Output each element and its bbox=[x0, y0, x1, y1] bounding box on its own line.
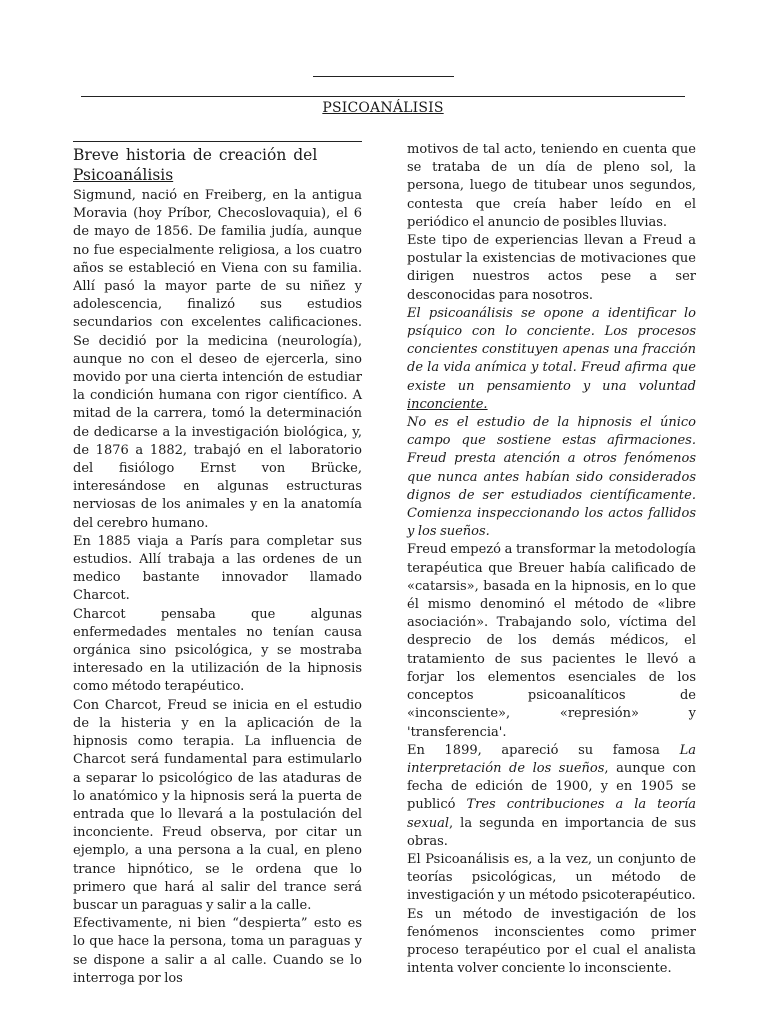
obras-text-b: , aunque con fecha de edición de 1900, y en 1905 se publicó bbox=[407, 760, 697, 813]
document-title: PSICOANÁLISIS bbox=[322, 100, 444, 116]
section-heading-line2: Psicoanálisis bbox=[73, 166, 174, 184]
book-title-sexual: Tres contribuciones a la teoría sexual bbox=[407, 797, 696, 831]
book-title-suenos: La interpretación de los sueños bbox=[407, 742, 696, 776]
section-heading bbox=[73, 141, 362, 185]
inconciente-underlined: inconciente. bbox=[407, 396, 488, 412]
obras-text-c: , la segunda en importancia de sus obras. bbox=[407, 815, 696, 849]
header-rule-long bbox=[81, 96, 685, 97]
paragraph-charcot: Charcot pensaba que algunas enfermedades mentales no tenían causa orgánica sino psicológica, y se mostraba interesado en la utilización de la hipnosis como método terapéutico. bbox=[73, 606, 362, 695]
paragraph-experiencias: Este tipo de experiencias llevan a Freud a postular la existencias de motivaciones que dirigen nuestros actos pese a ser desconocidas para nosotros. bbox=[407, 233, 696, 303]
paragraph-birth: Sigmund, nació en Freiberg, en la antigua Moravia (hoy Príbor, Checoslovaquia), el 6 de mayo de 1856. De familia judía, aunque no fue especialmente religiosa, a los cuatro años se estableció en Viena con su familia. Allí pasó la mayor parte de su niñez y adolescencia, finalizó sus estudios secundarios con excelentes calificaciones. Se decidió por la medicina (neurología), aunque no con el deseo de ejercerla, sino movido por una cierta intención de estudiar la condición humana con rigor científico. A mitad de la carrera, tomó la determinación de dedicarse a la investigación biológica, y, de 1876 a 1882, trabajó en el laboratorio del fisiólogo Ernst von Brücke, interesándose en algunas estructuras nerviosas de los animales y en la anatomía del cerebro humano. bbox=[73, 188, 362, 531]
paragraph-hipnosis: Con Charcot, Freud se inicia en el estudio de la histeria y en la aplicación de la hipnosis como terapia. La influencia de Charcot será fundamental para estimularlo a separar lo psicológico de las ataduras de lo anatómico y la hipnosis será la puerta de entrada que lo llevará a la postulación del inconciente. Freud observa, por citar un ejemplo, a una persona a la cual, en pleno trance hipnótico, se le ordena que lo primero que hará al salir del trance será buscar un paraguas y salir a la calle. bbox=[73, 697, 362, 913]
obras-text-a: En 1899, apareció su famosa bbox=[407, 742, 660, 758]
paragraph-metodo: Es un método de investigación de los fenómenos inconscientes como primer proceso terapéutico por el cual el analista intenta volver conciente lo inconsciente. bbox=[407, 906, 696, 977]
paragraph-obras bbox=[407, 742, 696, 851]
psiquico-text: El psicoanálisis se opone a identificar lo psíquico con lo conciente. Los procesos concientes constituyen apenas una fracción de la vida anímica y total. Freud afirma que existe un pensamiento y una voluntad bbox=[407, 305, 696, 394]
right-column bbox=[407, 141, 696, 978]
paragraph-despierta: Efectivamente, ni bien “despierta” esto es lo que hace la persona, toma un paraguas y se dispone a salir a al calle. Cuando se lo interroga por los bbox=[73, 916, 362, 986]
header-rule-short bbox=[313, 76, 454, 77]
paragraph-metodologia: Freud empezó a transformar la metodología terapéutica que Breuer había calificado de «catarsis», basada en la hipnosis, en lo que él mismo denominó el método de «libre asociación». Trabajando solo, víctima del desprecio de los demás médicos, el tratamiento de sus pacientes le llevó a forjar los elementos esenciales de los conceptos psicoanalíticos de «inconsciente», «represión» y 'transferencia'. bbox=[407, 542, 696, 740]
paragraph-fenomenos: No es el estudio de la hipnosis el único campo que sostiene estas afirmaciones. Freud presta atención a otros fenómenos que nunca antes habían sido considerados dignos de ser estudiados científicamente. Comienza inspeccionando los actos fallidos y los sueños. bbox=[407, 415, 696, 540]
paragraph-psiquico bbox=[407, 305, 696, 414]
paragraph-motivos: motivos de tal acto, teniendo en cuenta que se trataba de un día de pleno sol, la persona, luego de titubear unos segundos, contesta que creía haber leído en el periódico el anuncio de posibles lluvias. bbox=[407, 142, 696, 230]
left-column bbox=[73, 141, 362, 988]
paragraph-paris: En 1885 viaja a París para completar sus estudios. Allí trabaja a las ordenes de un medico bastante innovador llamado Charcot. bbox=[73, 533, 362, 604]
section-heading-line1: Breve historia de creación del bbox=[73, 146, 318, 164]
paragraph-definicion: El Psicoanálisis es, a la vez, un conjunto de teorías psicológicas, un método de investigación y un método psicoterapéutico. bbox=[407, 851, 696, 904]
